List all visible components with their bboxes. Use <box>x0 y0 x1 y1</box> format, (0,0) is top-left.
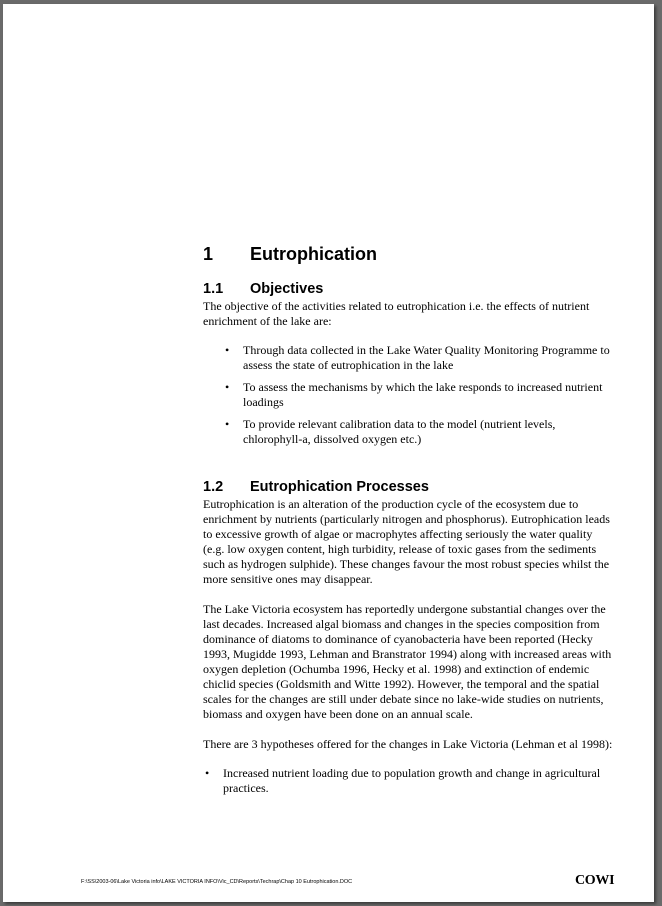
objectives-intro: The objective of the activities related to eutrophication i.e. the effects of nutrient enrichment of the lake are: <box>203 299 590 328</box>
paragraph: There are 3 hypotheses offered for the changes in Lake Victoria (Lehman et al 1998): <box>203 737 613 751</box>
bullet-icon: • <box>225 417 230 431</box>
list-item: • To provide relevant calibration data to the model (nutrient levels, chlorophyll-a, dissolved oxygen etc.) <box>225 417 556 446</box>
list-item: • To assess the mechanisms by which the lake responds to increased nutrient loadings <box>225 380 603 409</box>
section-title: Objectives <box>250 281 324 297</box>
hypotheses-list <box>203 766 613 796</box>
objectives-list <box>203 343 613 447</box>
paragraph: Eutrophication is an alteration of the production cycle of the ecosystem due to enrichment by nutrients (particularly nitrogen and phosphorus). Eutrophication leads to excessive growth of algae or macrophytes affecting seriously the water quality (e.g. low oxygen content, high turbidity, release of toxic gases from the sediments such as hydrogen sulphide). These changes favour the most robust species whilst the more sensitive ones may disappear. <box>203 497 610 586</box>
section-heading-objectives <box>203 281 613 297</box>
list-item: • Increased nutrient loading due to population growth and change in agricultural practices. <box>205 766 601 795</box>
bullet-icon: • <box>225 380 230 394</box>
chapter-heading <box>203 244 613 265</box>
section-heading-processes <box>203 479 613 495</box>
page-content <box>203 244 613 803</box>
cowi-logo: COWI <box>575 873 615 888</box>
list-item: • Through data collected in the Lake Water Quality Monitoring Programme to assess the state of eutrophication in the lake <box>225 343 610 372</box>
document-page <box>3 4 654 902</box>
bullet-icon: • <box>225 343 230 357</box>
bullet-icon: • <box>205 766 210 780</box>
paragraph: The Lake Victoria ecosystem has reportedly undergone substantial changes over the last decades. Increased algal biomass and changes in the species composition from dominance of diatoms to dominance of cyanobacteria have been reported (Hecky 1993, Mugidde 1993, Lehman and Branstrator 1994) along with increased areas with oxygen depletion (Ochumba 1996, Hecky et al. 1998) and extinction of endemic chiclid species (Goldsmith and Witte 1992). However, the temporal and the spatial scales for the changes are still under debate since no lake-wide studies on nutrients, biomass and oxygen have been done on an annual scale. <box>203 602 612 721</box>
section-number: 1.2 <box>203 479 224 495</box>
chapter-number: 1 <box>203 244 214 264</box>
chapter-title: Eutrophication <box>250 244 377 264</box>
footer-file-path: F:\SS\2003-06\Lake Victoria info\LAKE VICTORIA INFO\Vic_CD\Reports\Techrap\Chap 10 Eutrophication.DOC <box>81 879 353 885</box>
section-number: 1.1 <box>203 281 224 297</box>
section-title: Eutrophication Processes <box>250 479 429 495</box>
